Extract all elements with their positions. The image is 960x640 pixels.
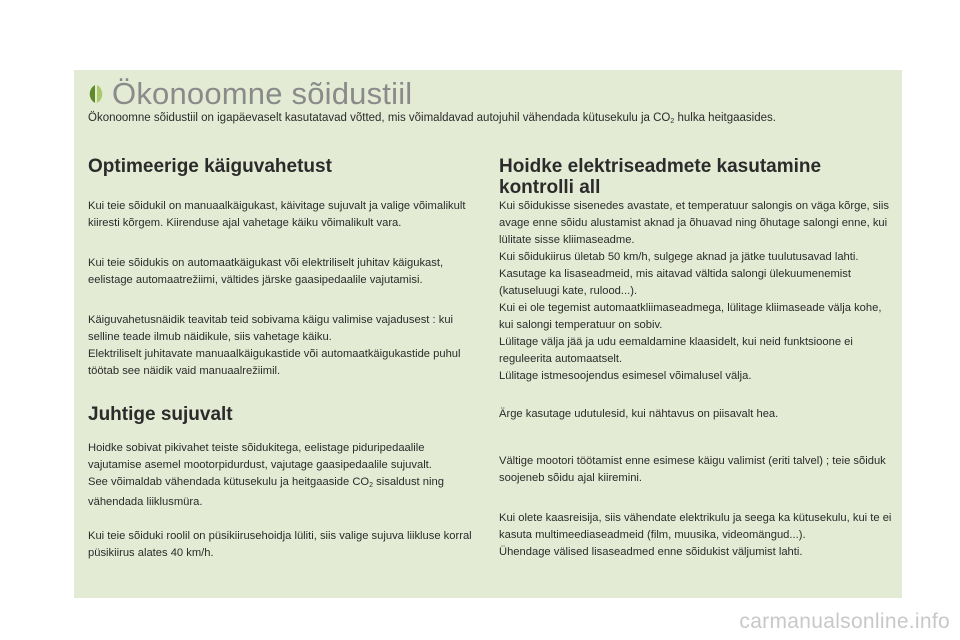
eco-leaf-icon — [86, 83, 106, 105]
section-electrical — [499, 156, 839, 198]
electrical-list: Kui sõidukisse sisenedes avastate, et temperatuur salongis on väga kõrge, siis avage enne sõidu alustamist aknad ja õhuavad ning õhutage salongi enne, kui lülitate sisse kliimaseadme. Kui sõidukiirus ületab 50 km/h, sulgege aknad ja jätke tuulutusavad lahti. Kasutage ka lisaseadmeid, mis aitavad vältida salongi ülekuumenemist (katuseluugi kate, rulood...). Kui ei ole tegemist automaatkliimaseadmega, lülitage kliimaseade välja kohe, kui salongi temperatuur on sobiv. Lülitage välja jää ja udu eemaldamine klaasidelt, kui neid funktsioone ei reguleerita automaatselt. Lülitage istmesoojendus esimesel võimalusel välja. — [499, 200, 889, 382]
gear-p1: Kui teie sõidukil on manuaalkäigukast, käivitage sujuvalt ja valige võimalikult kiiresti kõrgem. Kiirenduse ajal vahetage käiku võimalikult vara. — [88, 200, 466, 229]
smooth-p1: Hoidke sobivat pikivahet teiste sõidukitega, eelistage piduripedaalile vajutamise asemel mootorpidurdust, vajutage gaasipedaalile sujuvalt. See võimaldab vähendada kütusekulu ja heitgaaside $CO_2$ sisaldust ning vähendada liiklusmüra. — [88, 442, 444, 508]
intro-text: Ökonoomne sõidustiil on igapäevaselt kasutatavad võtted, mis võimaldavad autojuhil vähendada kütusekulu ja $CO_2$ hulka heitgaasides. — [88, 112, 776, 125]
passenger-p: Kui olete kaasreisija, siis vähendate elektrikulu ja seega ka kütusekulu, kui te ei kasuta multimeediaseadmeid (film, muusika, videomängud...). Ühendage välised lisaseadmed enne sõidukist väljumist lahti. — [499, 512, 892, 558]
gear-p2: Kui teie sõidukis on automaatkäigukast või elektriliselt juhitav käigukast, eelistage automaatrežiimi, vältides järske gaasipedaalile vajutamisi. — [88, 257, 444, 286]
title-row — [86, 76, 412, 112]
section-gear-shifting — [88, 156, 478, 177]
heading-electrical-control: Hoidke elektriseadmete kasutamine kontrolli all — [499, 156, 822, 198]
gear-p3: Käiguvahetusnäidik teavitab teid sobivama käigu valimise vajadusest : kui selline teade ilmub näidikule, siis vahetage käiku. Elektriliselt juhitavate manuaalkäigukastide või automaatkäigukastide puhul töötab see näidik vaid manuaalrežiimil. — [88, 314, 461, 377]
smooth-p3: Kui teie sõiduki roolil on püsikiirusehoidja lüliti, siis valige sujuva liikluse korral püsikiirus alates 40 km/h. — [88, 530, 472, 559]
headlights-p: Ärge kasutage udutulesid, kui nähtavus on piisavalt hea. — [499, 408, 779, 420]
watermark: carmanualsonline.info — [739, 610, 950, 633]
heading-optimize-gears: Optimeerige käiguvahetust — [88, 156, 332, 177]
engine-p: Vältige mootori töötamist enne esimese käigu valimist (eriti talvel) ; teie sõiduk soojeneb sõidu ajal kiiremini. — [499, 455, 886, 484]
page-title: Ökonoomne sõidustiil — [112, 76, 413, 111]
section-smooth-driving — [88, 404, 478, 425]
heading-drive-smoothly: Juhtige sujuvalt — [88, 404, 233, 425]
